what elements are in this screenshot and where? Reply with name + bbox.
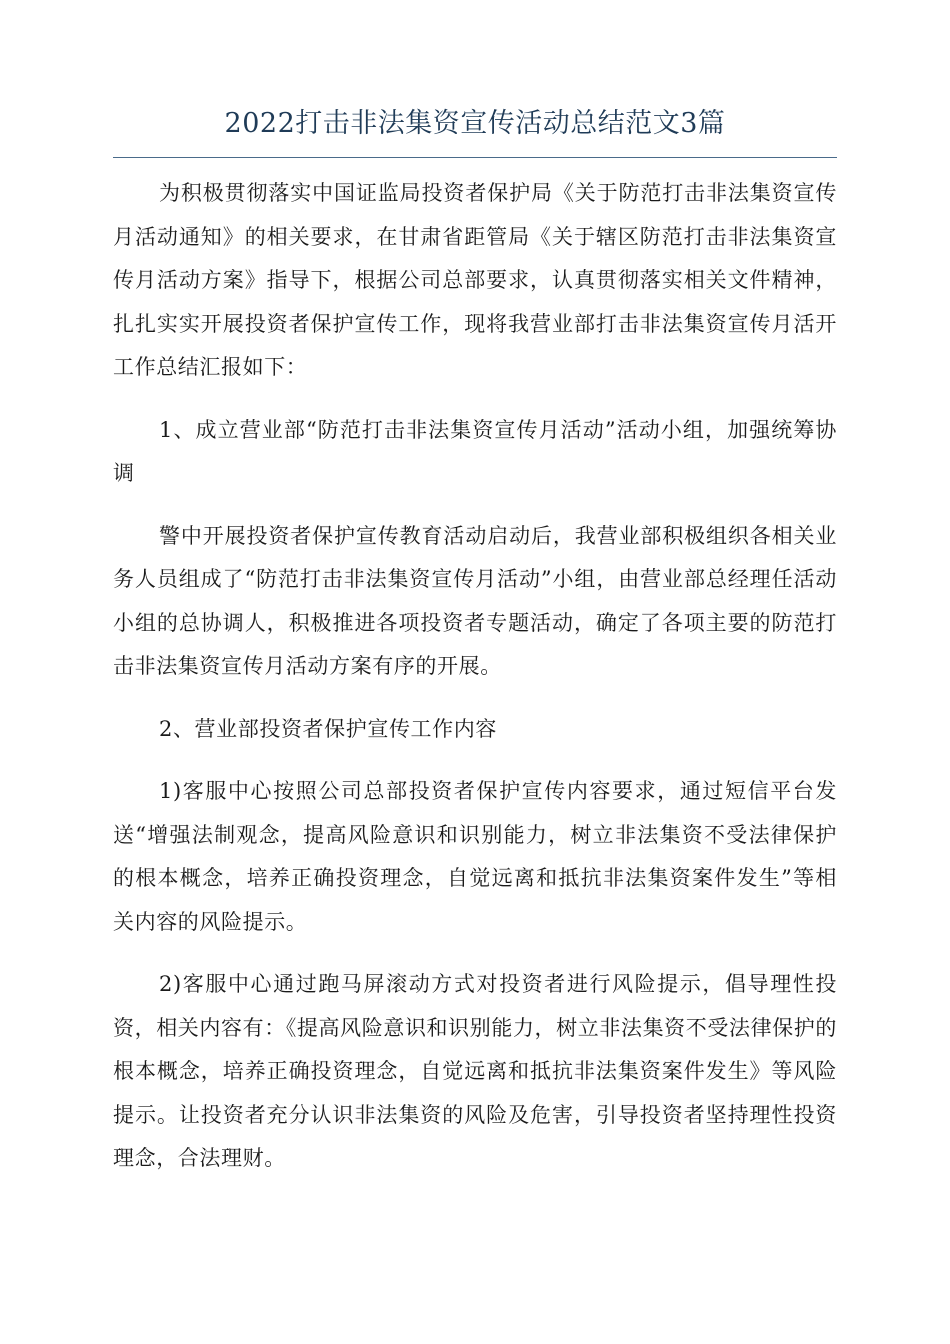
paragraph-intro: 为积极贯彻落实中国证监局投资者保护局《关于防范打击非法集资宣传月活动通知》的相关要求，在甘肃省距管局《关于辖区防范打击非法集资宣传月活动方案》指导下，根据公司总部要求，认真贯彻落实相关文件精神，扎扎实实开展投资者保护宣传工作，现将我营业部打击非法集资宣传月活开工作总结汇报如下： xyxy=(113,181,837,379)
paragraph-item-2: 2)客服中心通过跑马屏滚动方式对投资者进行风险提示，倡导理性投资，相关内容有：《提高风险意识和识别能力，树立非法集资不受法律保护的根本概念，培养正确投资理念，自觉远离和抵抗非法集资案件发生》等风险提示。让投资者充分认识非法集资的风险及危害，引导投资者坚持理性投资理念，合法理财。 xyxy=(113,972,837,1170)
paragraph-item-1: 1)客服中心按照公司总部投资者保护宣传内容要求，通过短信平台发送“增强法制观念，提高风险意识和识别能力，树立非法集资不受法律保护的根本概念，培养正确投资理念，自觉远离和抵抗非法集资案件发生”等相关内容的风险提示。 xyxy=(113,779,837,934)
section-heading-1: 1、成立营业部“防范打击非法集资宣传月活动”活动小组，加强统筹协调 xyxy=(113,417,837,485)
document-title: 2022打击非法集资宣传活动总结范文3篇 xyxy=(224,108,726,139)
document-body xyxy=(113,172,837,1200)
title-divider xyxy=(113,157,837,158)
section-heading-2: 2、营业部投资者保护宣传工作内容 xyxy=(159,716,497,741)
paragraph-section-1: 警中开展投资者保护宣传教育活动启动后，我营业部积极组织各相关业务人员组成了“防范打击非法集资宣传月活动”小组，由营业部总经理任活动小组的总协调人，积极推进各项投资者专题活动，确定了各项主要的防范打击非法集资宣传月活动方案有序的开展。 xyxy=(113,523,837,678)
